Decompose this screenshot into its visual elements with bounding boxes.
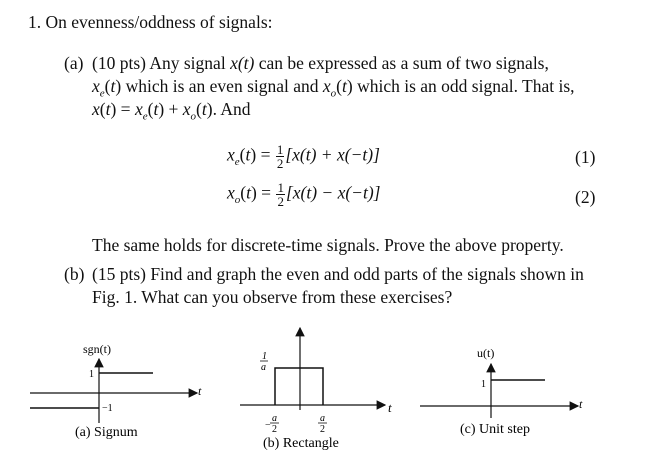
signum-ylabel: sgn(t) bbox=[83, 342, 111, 356]
signal-xt: x(t) bbox=[230, 53, 255, 73]
rect-right-num: a bbox=[320, 413, 325, 424]
part-b-line-2: Fig. 1. What can you observe from these exercises? bbox=[92, 287, 453, 307]
equation-1-number: (1) bbox=[575, 147, 596, 167]
equation-1: $x_e(t)$ = $\frac{1}{2}$ [x(t) + x(−t)] bbox=[227, 142, 380, 171]
problem-heading bbox=[28, 11, 273, 33]
figure-rectangle bbox=[235, 320, 400, 455]
figure-signum bbox=[25, 335, 205, 450]
step-ylabel: u(t) bbox=[477, 346, 495, 360]
equation-2: $x_o(t)$ = $\frac{1}{2}$ [x(t) − x(−t)] bbox=[227, 180, 381, 209]
rect-left-minus: − bbox=[265, 420, 271, 431]
part-b-line-1: (15 pts) Find and graph the even and odd parts of the signals shown in bbox=[92, 264, 584, 284]
rect-right-den: 2 bbox=[320, 424, 325, 435]
problem-number: 1. bbox=[28, 12, 42, 32]
eq1-rhs: [x(t) + x(−t)] bbox=[285, 144, 380, 165]
part-b-label: (b) bbox=[64, 264, 85, 284]
fraction-half: $\frac{1}{2}$ bbox=[277, 180, 284, 209]
fraction-half: $\frac{1}{2}$ bbox=[276, 142, 284, 171]
signum-tick-pos: 1 bbox=[89, 369, 94, 380]
rect-left-num: a bbox=[272, 413, 277, 424]
part-a-line-1: (10 pts) Any signal x(t) can be expressed as a sum of two signals, bbox=[92, 53, 549, 73]
step-caption: (c) Unit step bbox=[460, 422, 530, 437]
rect-axis-t: t bbox=[388, 400, 392, 415]
signum-caption: (a) Signum bbox=[75, 425, 138, 440]
part-a-closing: The same holds for discrete-time signals. Prove the above property. bbox=[92, 235, 564, 255]
step-tick: 1 bbox=[481, 379, 486, 390]
step-axis-t: t bbox=[579, 397, 583, 411]
part-a-line-3: $x(t) = x_e(t) + x_o(t)$. And bbox=[92, 99, 251, 123]
rect-pulse bbox=[275, 368, 323, 405]
eq2-rhs: [x(t) − x(−t)] bbox=[285, 182, 381, 203]
figure-unit-step bbox=[415, 340, 590, 445]
part-a-label: (a) bbox=[64, 53, 84, 73]
rect-left-den: 2 bbox=[272, 424, 277, 435]
rect-height-num: 1 bbox=[262, 351, 267, 362]
equation-2-number: (2) bbox=[575, 187, 596, 207]
rect-height-den: a bbox=[261, 362, 266, 373]
signum-axis-t: t bbox=[198, 384, 202, 398]
signum-tick-neg: −1 bbox=[102, 403, 113, 414]
rect-caption: (b) Rectangle bbox=[263, 436, 339, 451]
problem-title: On evenness/oddness of signals: bbox=[45, 12, 273, 32]
part-a-line-2: $x_e(t)$ which is an even signal and $x_o(t)$ which is an odd signal. That is, bbox=[92, 76, 575, 100]
